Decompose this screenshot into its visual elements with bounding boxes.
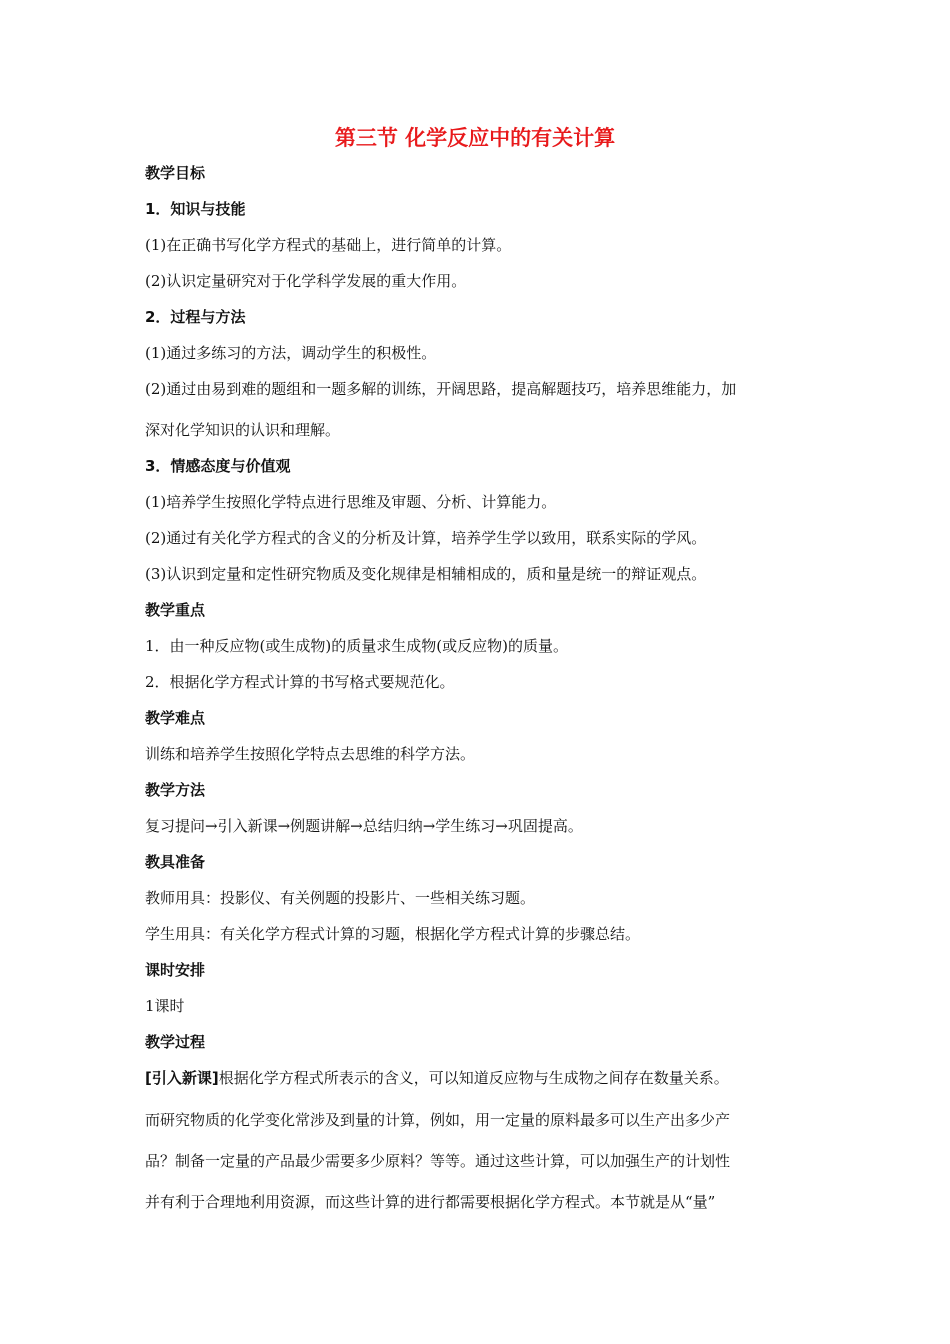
key-point-2: 2．根据化学方程式计算的书写格式要规范化。	[145, 673, 455, 691]
process-item-2: (2)通过由易到难的题组和一题多解的训练，开阔思路，提高解题技巧，培养思维能力，加	[145, 380, 737, 398]
section-heading-process: 教学过程	[145, 1033, 206, 1051]
knowledge-item-1: (1)在正确书写化学方程式的基础上，进行简单的计算。	[145, 236, 512, 254]
attitude-item-2: (2)通过有关化学方程式的含义的分析及计算，培养学生学以致用，联系实际的学风。	[145, 529, 707, 547]
attitude-item-1: (1)培养学生按照化学特点进行思维及审题、分析、计算能力。	[145, 493, 557, 511]
intro-tag: [引入新课]	[145, 1069, 219, 1087]
difficulties-text: 训练和培养学生按照化学特点去思维的科学方法。	[145, 745, 476, 763]
intro-paragraph-line-3: 品？制备一定量的产品最少需要多少原料？等等。通过这些计算，可以加强生产的计划性	[145, 1152, 731, 1170]
section-heading-methods: 教学方法	[145, 781, 206, 799]
intro-paragraph-line-1	[145, 1067, 815, 1089]
materials-student: 学生用具：有关化学方程式计算的习题，根据化学方程式计算的步骤总结。	[145, 925, 641, 943]
section-heading-key-points: 教学重点	[145, 601, 206, 619]
subheading-attitude: 3．情感态度与价值观	[145, 457, 291, 475]
materials-teacher: 教师用具：投影仪、有关例题的投影片、一些相关练习题。	[145, 889, 536, 907]
key-point-1: 1．由一种反应物(或生成物)的质量求生成物(或反应物)的质量。	[145, 637, 568, 655]
schedule-text: 1课时	[145, 997, 185, 1015]
subheading-knowledge: 1．知识与技能	[145, 200, 246, 218]
section-heading-objectives: 教学目标	[145, 164, 206, 182]
intro-paragraph-line-2: 而研究物质的化学变化常涉及到量的计算，例如，用一定量的原料最多可以生产出多少产	[145, 1111, 731, 1129]
intro-line-1-text: 根据化学方程式所表示的含义，可以知道反应物与生成物之间存在数量关系。	[218, 1069, 729, 1087]
section-heading-schedule: 课时安排	[145, 961, 206, 979]
intro-paragraph-line-4: 并有利于合理地利用资源，而这些计算的进行都需要根据化学方程式。本节就是从“量”	[145, 1193, 716, 1211]
section-heading-difficulties: 教学难点	[145, 709, 206, 727]
subheading-process: 2．过程与方法	[145, 308, 246, 326]
knowledge-item-2: (2)认识定量研究对于化学科学发展的重大作用。	[145, 272, 467, 290]
section-heading-materials: 教具准备	[145, 853, 206, 871]
process-item-2-cont: 深对化学知识的认识和理解。	[145, 421, 341, 439]
methods-text: 复习提问→引入新课→例题讲解→总结归纳→学生练习→巩固提高。	[145, 817, 583, 835]
attitude-item-3: (3)认识到定量和定性研究物质及变化规律是相辅相成的，质和量是统一的辩证观点。	[145, 565, 707, 583]
page-title: 第三节 化学反应中的有关计算	[334, 126, 616, 150]
process-item-1: (1)通过多练习的方法，调动学生的积极性。	[145, 344, 437, 362]
